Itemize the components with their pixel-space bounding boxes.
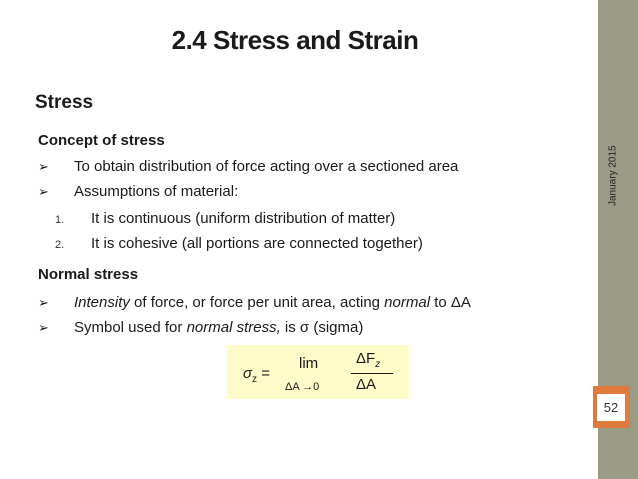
page-number: 52 [597, 394, 625, 421]
normal-bullet-2-text-b: is σ (sigma) [280, 319, 364, 336]
fraction-line [351, 373, 393, 374]
arrow-bullet-icon: ➢ [38, 159, 49, 174]
formula-denominator: ΔA [356, 376, 377, 393]
numerator-subscript: z [375, 359, 381, 370]
formula-lhs [243, 365, 270, 385]
numbered-item-2-text: It is cohesive (all portions are connected together) [91, 235, 423, 252]
concept-bullet-1-text: To obtain distribution of force acting over a sectioned area [74, 158, 459, 175]
normal-bullet-1-text-a: of force, or force per unit area, acting [129, 294, 385, 311]
arrow-bullet-icon: ➢ [38, 295, 49, 310]
formula-box [227, 345, 409, 399]
concept-heading: Concept of stress [38, 132, 165, 149]
numbered-item-2 [55, 235, 423, 252]
normal-stress-heading: Normal stress [38, 266, 139, 283]
numbered-item-2-number: 2. [55, 239, 65, 251]
normal-bullet-2 [38, 319, 363, 336]
lim-subscript: ΔA →0 [285, 381, 320, 393]
sigma-symbol: σ [243, 365, 253, 382]
sigma-subscript: z [252, 374, 258, 385]
numbered-item-1 [55, 210, 395, 227]
section-heading: Stress [35, 92, 94, 113]
slide-title: 2.4 Stress and Strain [171, 25, 419, 55]
equals-sign: = [257, 365, 270, 382]
numbered-item-1-text: It is continuous (uniform distribution of matter) [91, 210, 396, 227]
concept-bullet-2-text: Assumptions of material: [74, 183, 239, 200]
numerator-text: ΔF [356, 350, 376, 367]
concept-bullet-2 [38, 183, 238, 200]
normal-bullet-2-text-a: Symbol used for [74, 319, 187, 336]
intensity-text: Intensity [74, 294, 130, 311]
concept-bullet-1 [38, 158, 458, 175]
arrow-bullet-icon: ➢ [38, 184, 49, 199]
formula-numerator [356, 350, 380, 370]
normal-bullet-1 [38, 294, 471, 311]
arrow-bullet-icon: ➢ [38, 320, 49, 335]
normal-stress-italic: normal stress, [186, 319, 281, 336]
lim-text: lim [299, 355, 319, 372]
date-label: January 2015 [607, 145, 619, 207]
normal-bullet-1-text-b: to ΔA [430, 294, 471, 311]
normal-text: normal [384, 294, 431, 311]
numbered-item-1-number: 1. [55, 214, 65, 226]
